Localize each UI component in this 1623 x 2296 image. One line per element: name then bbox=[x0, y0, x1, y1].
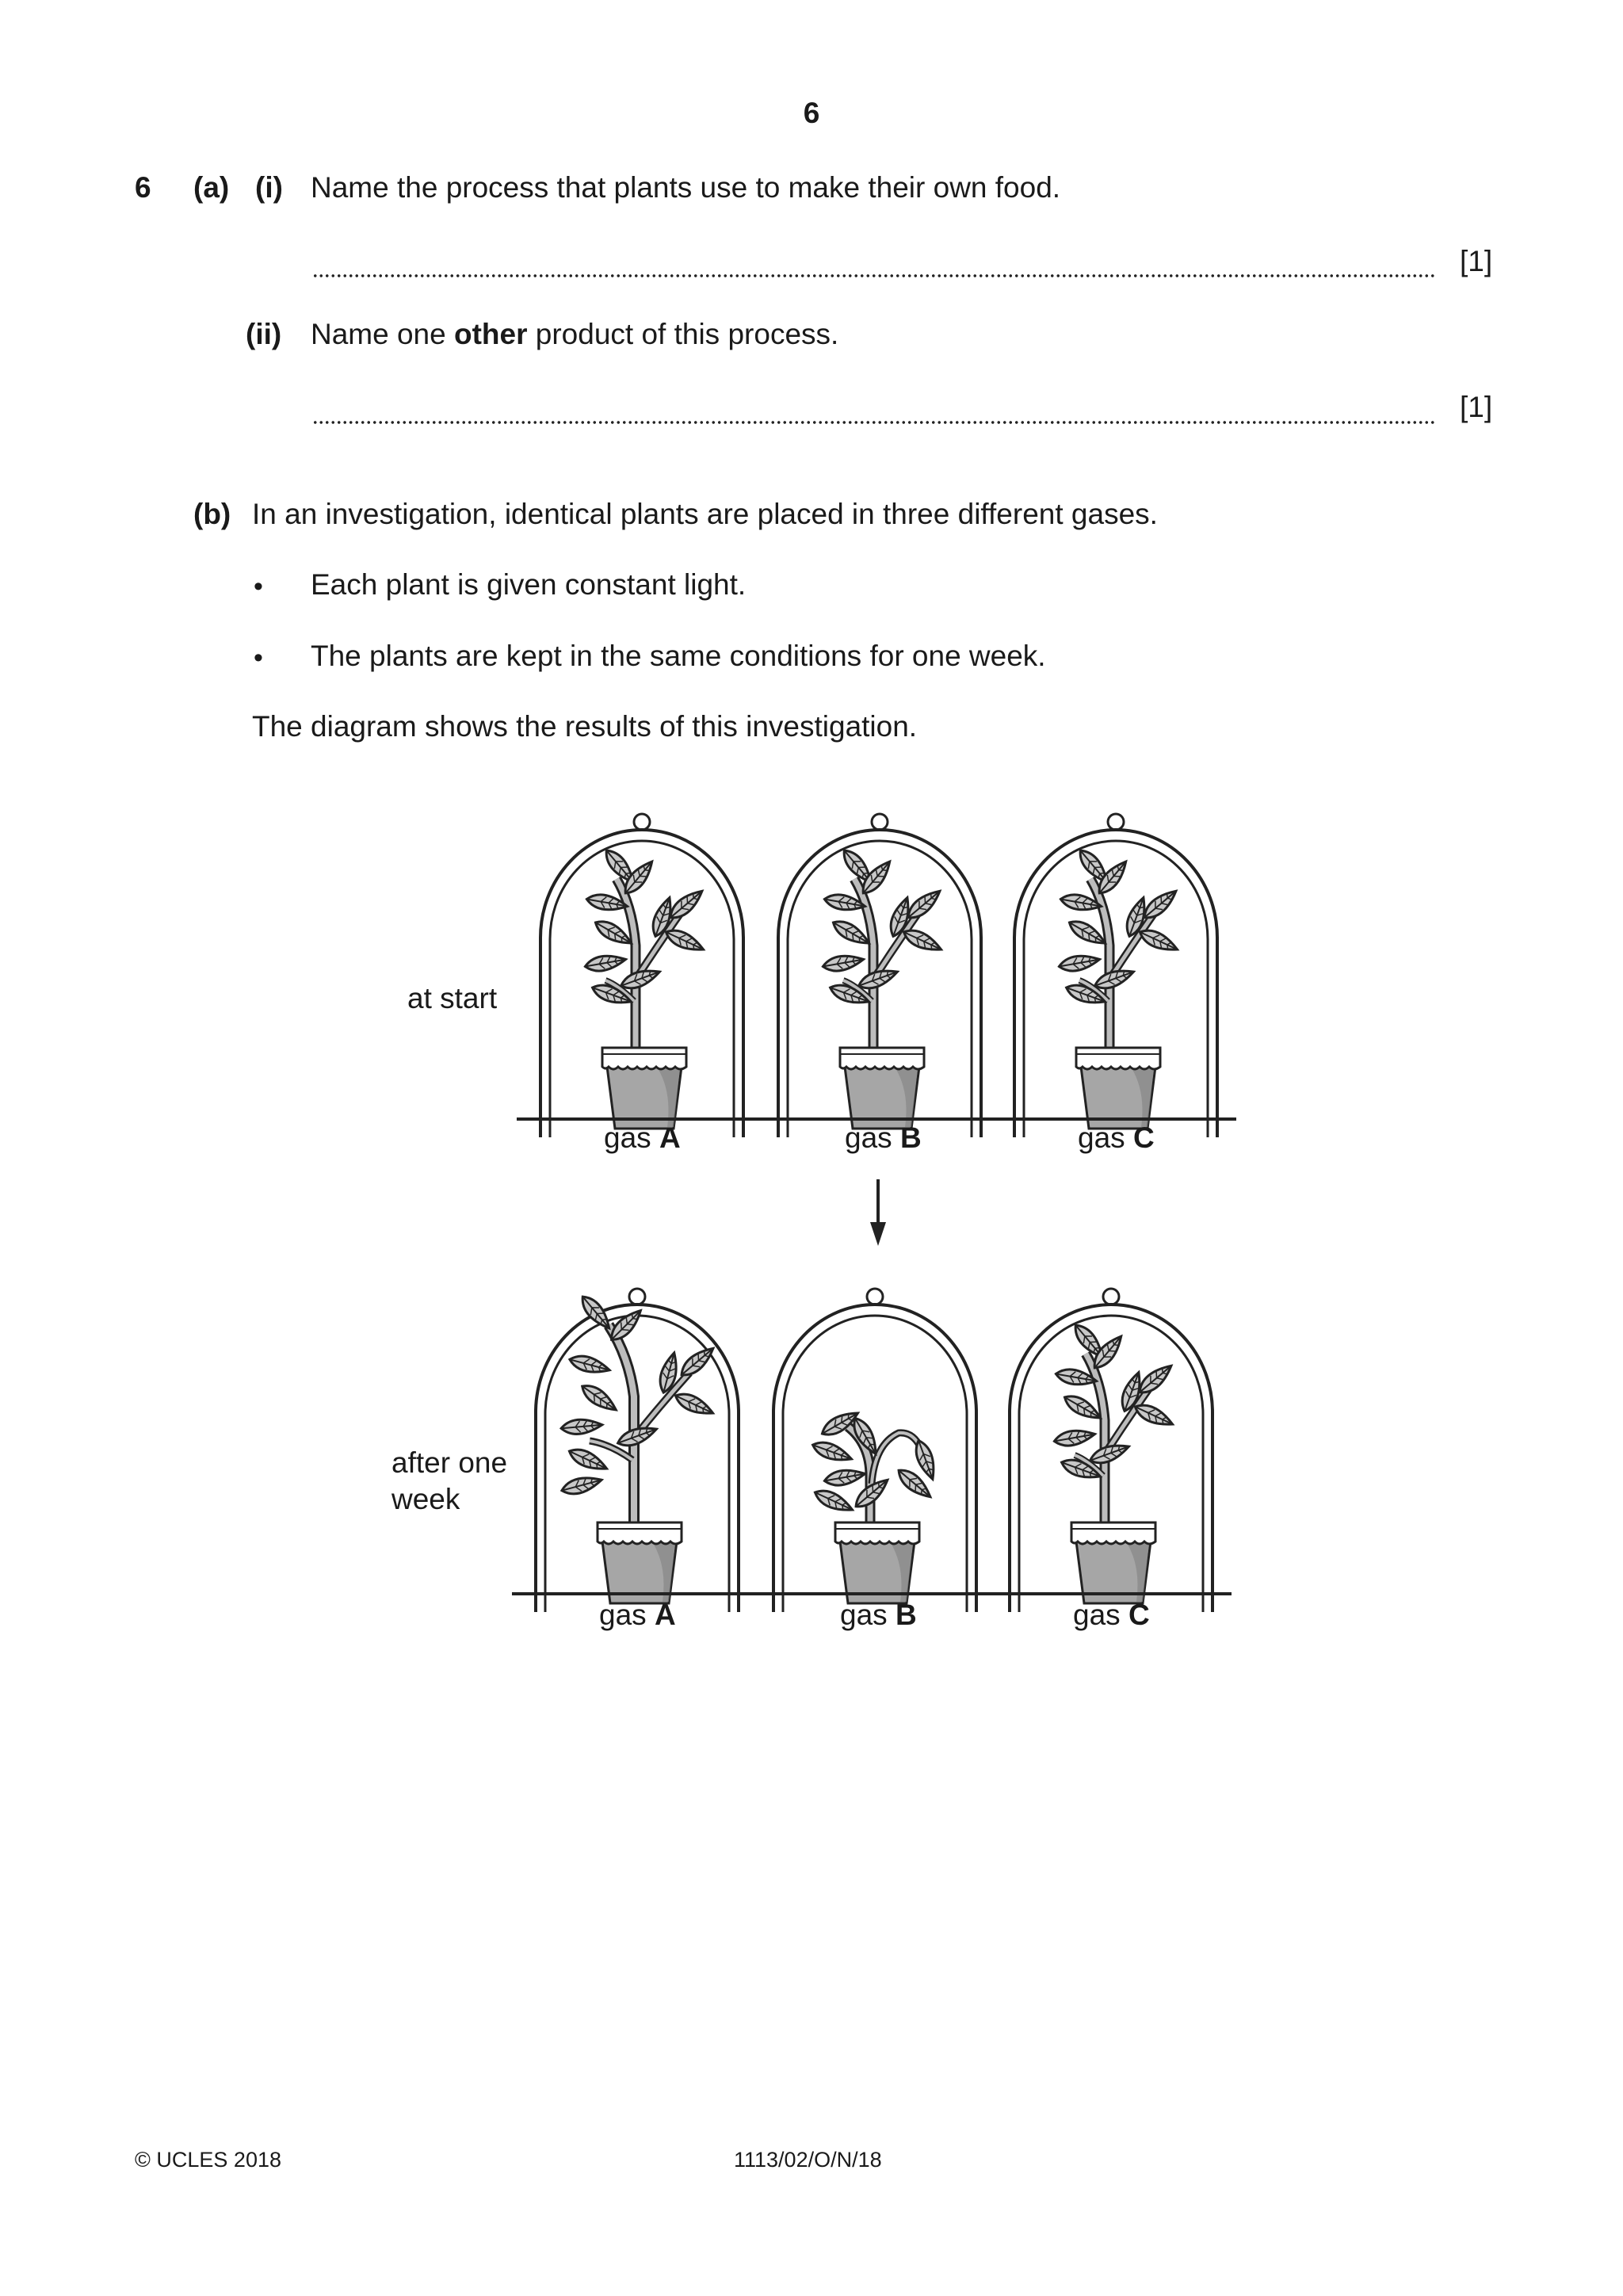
footer-code: 1113/02/O/N/18 bbox=[734, 2148, 882, 2172]
subpart-i-label: (i) bbox=[255, 171, 283, 204]
bullet-2-text: The plants are kept in the same conditions for one week. bbox=[311, 640, 1046, 672]
part-a-label: (a) bbox=[193, 171, 230, 204]
jar-after-gas-c bbox=[1010, 1289, 1212, 1612]
part-b-label: (b) bbox=[193, 498, 231, 530]
diagram-intro: The diagram shows the results of this investigation. bbox=[252, 710, 918, 743]
jar-start-gas-a bbox=[540, 814, 743, 1137]
subpart-i-text: Name the process that plants use to make their own food. bbox=[311, 171, 1061, 204]
marks-a-i: [1] bbox=[1460, 245, 1493, 277]
page-number: 6 bbox=[803, 97, 820, 129]
gas-label-after-a: gas A bbox=[599, 1599, 676, 1631]
bullet-1-text: Each plant is given constant light. bbox=[311, 568, 747, 601]
jar-after-gas-a bbox=[536, 1289, 739, 1612]
question-number: 6 bbox=[135, 171, 151, 204]
part-b-intro: In an investigation, identical plants are placed in three different gases. bbox=[252, 498, 1158, 530]
jar-after-gas-b bbox=[773, 1289, 976, 1612]
subpart-ii-text: Name one other product of this process. bbox=[311, 318, 839, 350]
bullet-1-marker: • bbox=[254, 571, 263, 602]
jar-start-gas-c bbox=[1014, 814, 1217, 1137]
row-label-after-line2: week bbox=[391, 1483, 460, 1515]
gas-label-start-c: gas C bbox=[1078, 1121, 1155, 1154]
row-label-at-start: at start bbox=[407, 982, 498, 1014]
bullet-2-marker: • bbox=[254, 643, 263, 673]
row-label-after-line1: after one bbox=[391, 1446, 508, 1479]
gas-label-start-a: gas A bbox=[604, 1121, 681, 1154]
gas-label-after-b: gas B bbox=[840, 1599, 917, 1631]
jar-start-gas-b bbox=[778, 814, 981, 1137]
marks-a-ii: [1] bbox=[1460, 391, 1493, 423]
subpart-ii-label: (ii) bbox=[246, 318, 282, 350]
down-arrow-icon bbox=[870, 1179, 886, 1246]
gas-label-after-c: gas C bbox=[1073, 1599, 1150, 1631]
gas-label-start-b: gas B bbox=[845, 1121, 922, 1154]
footer-copyright: © UCLES 2018 bbox=[135, 2148, 281, 2172]
